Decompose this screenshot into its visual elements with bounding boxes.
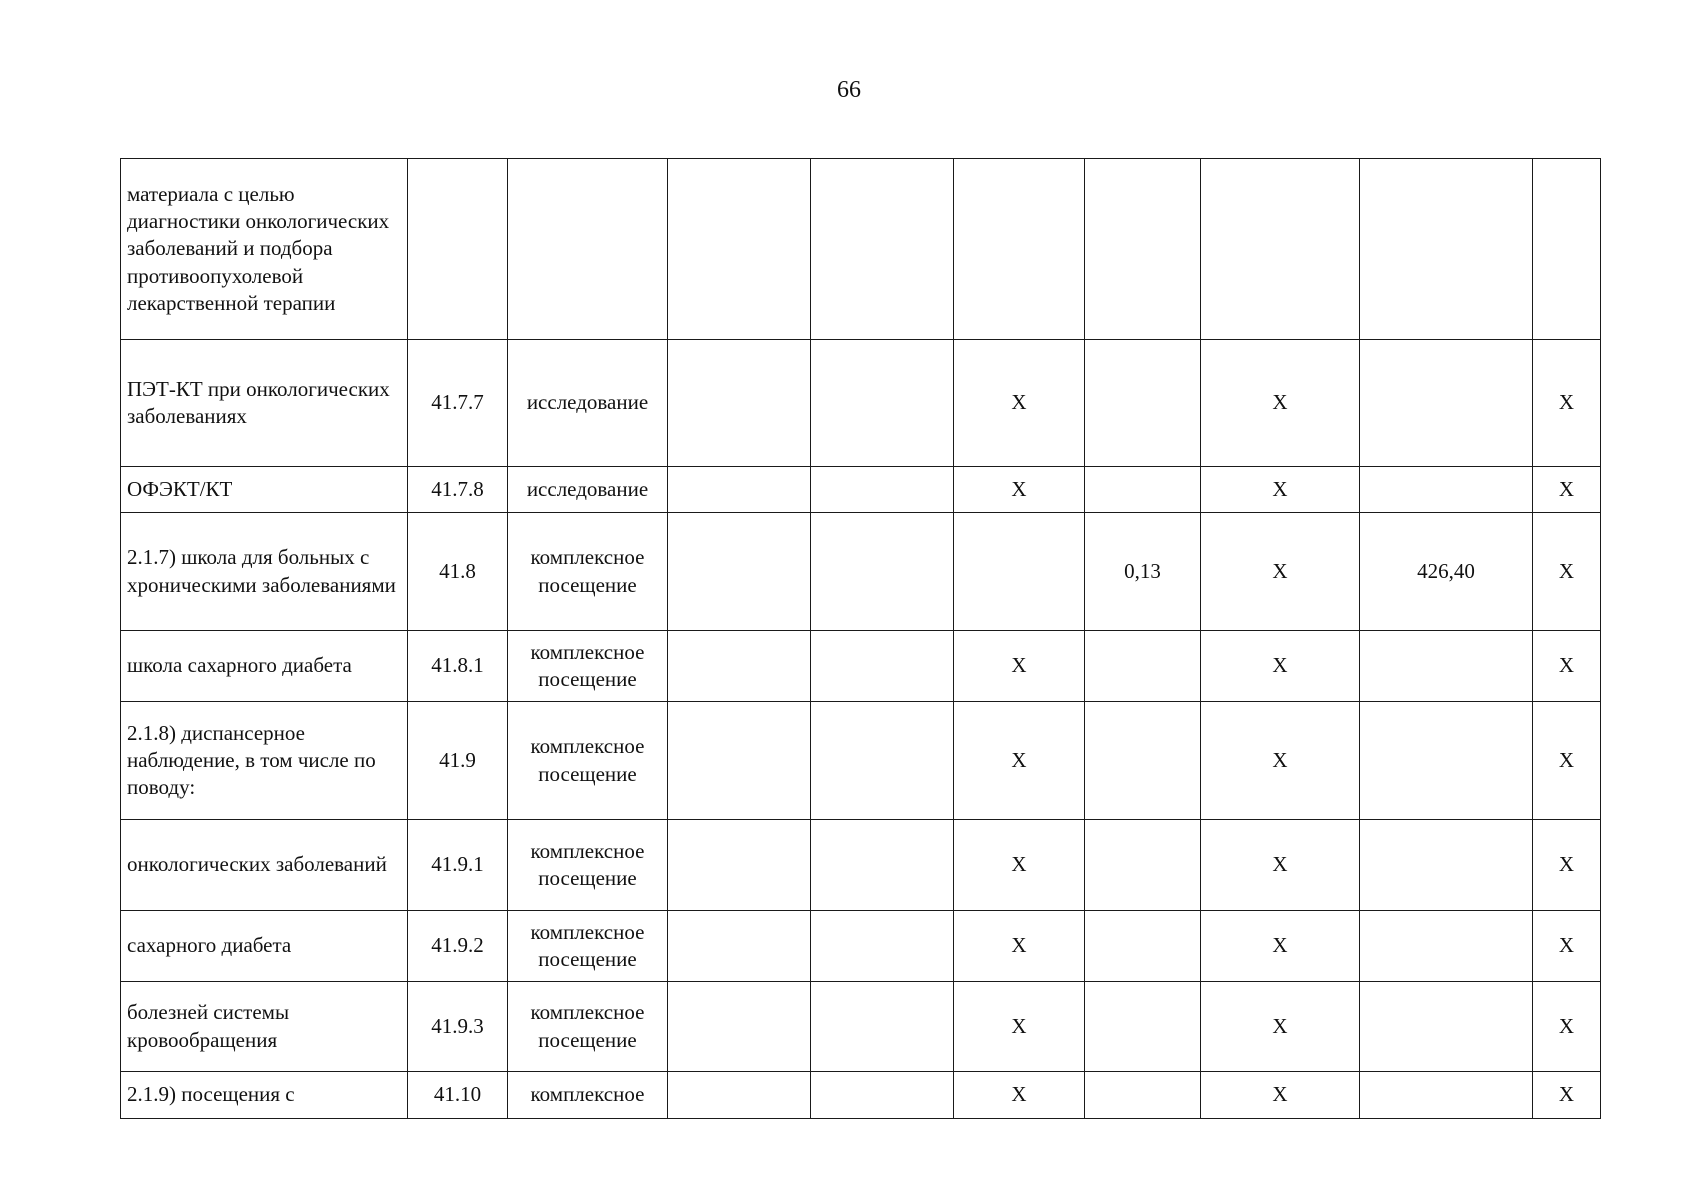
table-row [121,631,1601,702]
row-unit: комплексное посещение [508,702,668,820]
row-code: 41.8 [408,513,508,631]
cell [811,702,954,820]
x-mark: Х [954,702,1085,820]
cell [1360,820,1533,911]
row-unit: комплексное посещение [508,820,668,911]
row-code: 41.7.8 [408,467,508,513]
cell [1360,1072,1533,1119]
x-mark: Х [1533,513,1601,631]
row-unit: комплексное посещение [508,513,668,631]
cell [668,467,811,513]
table-row [121,1072,1601,1119]
table-row [121,702,1601,820]
x-mark: Х [1533,982,1601,1072]
cell [1533,159,1601,340]
row-unit: исследование [508,340,668,467]
x-mark: Х [954,467,1085,513]
x-mark: Х [1533,340,1601,467]
x-mark: Х [954,1072,1085,1119]
row-code: 41.9 [408,702,508,820]
page-number: 66 [837,77,861,103]
row-name: ПЭТ-КТ при онкологических заболеваниях [121,340,408,467]
row-unit: комплексное [508,1072,668,1119]
table-row [121,982,1601,1072]
x-mark: Х [1533,631,1601,702]
cell [1360,982,1533,1072]
x-mark: Х [1201,340,1360,467]
x-mark: Х [954,820,1085,911]
cell [811,340,954,467]
cell [668,340,811,467]
x-mark: Х [1201,1072,1360,1119]
cell [1360,159,1533,340]
x-mark: Х [954,340,1085,467]
cell [1085,982,1201,1072]
cell [811,911,954,982]
x-mark: Х [1533,911,1601,982]
x-mark: Х [1201,467,1360,513]
x-mark: Х [1533,820,1601,911]
row-unit: исследование [508,467,668,513]
table-row [121,159,1601,340]
data-table [120,158,1601,1119]
x-mark: Х [1533,1072,1601,1119]
cell [1085,467,1201,513]
cell [811,467,954,513]
row-name: 2.1.8) диспансерное наблюдение, в том числе по поводу: [121,702,408,820]
x-mark: Х [1201,513,1360,631]
table-row [121,513,1601,631]
x-mark: Х [1201,820,1360,911]
row-name: сахарного диабета [121,911,408,982]
cell [954,159,1085,340]
table-row [121,911,1601,982]
row-name: ОФЭКТ/КТ [121,467,408,513]
cell [1085,1072,1201,1119]
row-name: материала с целью диагностики онкологических заболеваний и подбора противоопухолевой лекарственной терапии [121,159,408,340]
cell [668,820,811,911]
row-name: 2.1.9) посещения с [121,1072,408,1119]
x-mark: Х [1533,467,1601,513]
cell [1360,911,1533,982]
row-name: 2.1.7) школа для больных с хроническими заболеваниями [121,513,408,631]
cell [1085,702,1201,820]
cell [1201,159,1360,340]
cell [811,631,954,702]
table-row [121,467,1601,513]
x-mark: Х [1533,702,1601,820]
cell [668,513,811,631]
cell [668,159,811,340]
row-code: 41.9.2 [408,911,508,982]
cell [1360,702,1533,820]
row-code: 41.9.3 [408,982,508,1072]
row-name: школа сахарного диабета [121,631,408,702]
cell [668,1072,811,1119]
x-mark: Х [1201,631,1360,702]
cell [668,702,811,820]
x-mark: Х [954,982,1085,1072]
table-row [121,820,1601,911]
cell [811,513,954,631]
cell [668,911,811,982]
cell [1085,911,1201,982]
row-unit: комплексное посещение [508,982,668,1072]
cell [1085,159,1201,340]
x-mark: Х [1201,982,1360,1072]
table-row [121,340,1601,467]
cell [1360,340,1533,467]
x-mark: Х [1201,911,1360,982]
row-code: 41.10 [408,1072,508,1119]
cell [668,631,811,702]
value-cell: 0,13 [1085,513,1201,631]
row-name: онкологических заболеваний [121,820,408,911]
cell [1085,340,1201,467]
row-code: 41.9.1 [408,820,508,911]
row-unit: комплексное посещение [508,631,668,702]
row-name: болезней системы кровообращения [121,982,408,1072]
row-code [408,159,508,340]
value-cell: 426,40 [1360,513,1533,631]
row-code: 41.7.7 [408,340,508,467]
cell [811,820,954,911]
cell [668,982,811,1072]
x-mark: Х [1201,702,1360,820]
cell [1360,467,1533,513]
cell [1085,631,1201,702]
cell [1085,820,1201,911]
row-unit [508,159,668,340]
row-code: 41.8.1 [408,631,508,702]
x-mark: Х [954,631,1085,702]
cell [954,513,1085,631]
cell [811,159,954,340]
row-unit: комплексное посещение [508,911,668,982]
x-mark: Х [954,911,1085,982]
cell [1360,631,1533,702]
cell [811,982,954,1072]
cell [811,1072,954,1119]
